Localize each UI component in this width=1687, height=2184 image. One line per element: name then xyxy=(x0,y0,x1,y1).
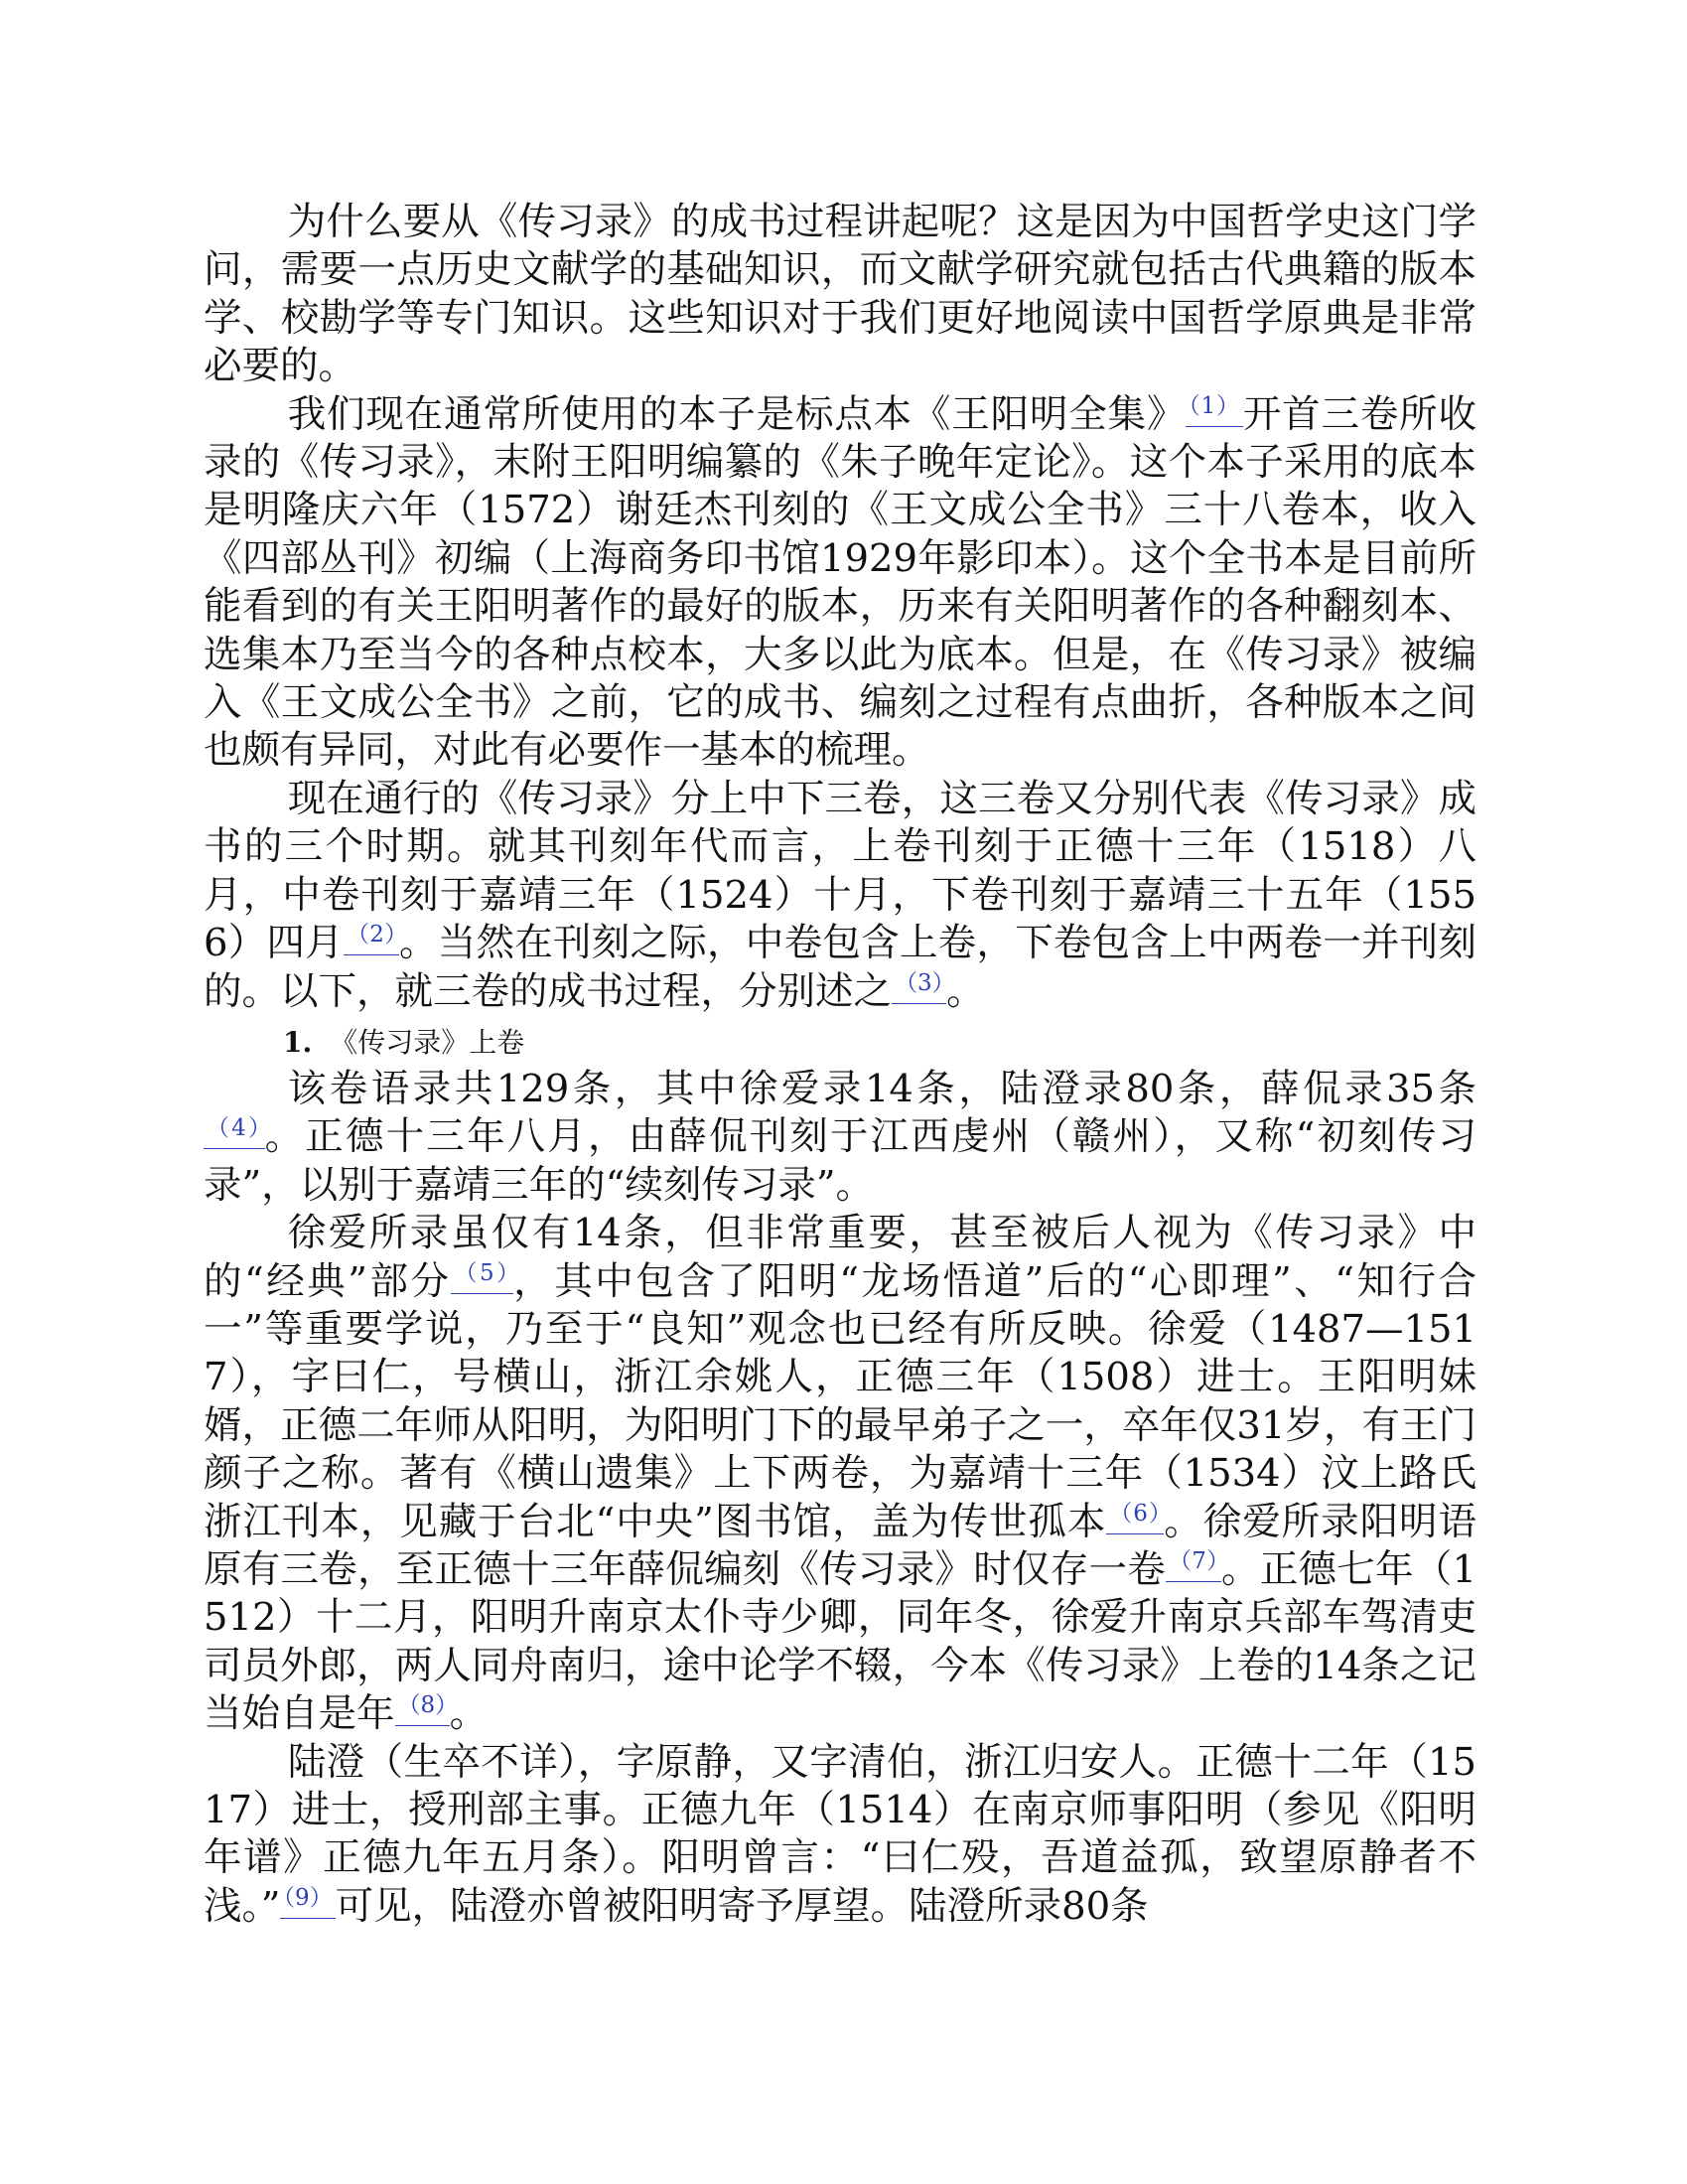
footnote-link-1[interactable]: （1） xyxy=(1186,393,1243,419)
text-run: 我们现在通常所使用的本子是标点本《王阳明全集》 xyxy=(287,391,1187,437)
footnote-link-6[interactable]: （6） xyxy=(1106,1501,1164,1527)
paragraph-volume-one xyxy=(204,1066,1476,1210)
text-run: 为什么要从《传习录》的成书过程讲起呢？这是因为中国哲学史这门学问，需要一点历史文献学的基础知识，而文献学研究就包括古代典籍的版本学、校勘学等专门知识。这些知识对于我们更好地阅读中国哲学原典是非常必要的。 xyxy=(204,200,1476,389)
paragraph-lu-cheng xyxy=(204,1739,1476,1932)
footnote-link-4[interactable]: （4） xyxy=(204,1115,265,1141)
section-number: 1. xyxy=(283,1025,313,1059)
text-run: 。正德十三年八月，由薛侃刊刻于江西虔州（赣州），又称“初刻传习录”，以别于嘉靖三年的“续刻传习录”。 xyxy=(204,1114,1477,1208)
paragraph-xu-ai xyxy=(204,1210,1476,1738)
footnote-link-7[interactable]: （7） xyxy=(1166,1548,1221,1574)
footnote-link-9[interactable]: （9） xyxy=(280,1885,335,1911)
text-run: 。 xyxy=(449,1691,489,1737)
section-heading xyxy=(204,1026,1476,1060)
text-run: 可见，陆澄亦曾被阳明寄予厚望。陆澄所录80条 xyxy=(335,1883,1149,1929)
section-title: 《传习录》上卷 xyxy=(330,1025,525,1059)
paragraph-edition xyxy=(204,391,1476,776)
text-run: 。徐爱所录阳明语原有三卷，至正德十三年薛侃编刻《传习录》时仅存一卷 xyxy=(204,1499,1476,1592)
text-run: 现在通行的《传习录》分上中下三卷，这三卷又分别代表《传习录》成书的三个时期。就其刊刻年代而言，上卷刊刻于正德十三年（1518）八月，中卷刊刻于嘉靖三年（1524）十月，下卷刊刻于嘉靖三十五年（1556）四月 xyxy=(204,776,1476,966)
text-run: 陆澄（生卒不详），字原静，又字清伯，浙江归安人。正德十二年（1517）进士，授刑部主事。正德九年（1514）在南京师事阳明（参见《阳明年谱》正德九年五月条）。阳明曾言：“曰仁殁，吾道益孤，致望原静者不浅。” xyxy=(204,1739,1476,1929)
text-run: ，其中包含了阳明“龙场悟道”后的“心即理”、“知行合一”等重要学说，乃至于“良知”观念也已经有所反映。徐爱（1487—1517），字曰仁，号横山，浙江余姚人，正德三年（1508）进士。王阳明妹婿，正德二年师从阳明，为阳明门下的最早弟子之一，卒年仅31岁，有王门颜子之称。著有《横山遗集》上下两卷，为嘉靖十三年（1534）汶上路氏浙江刊本，见藏于台北“中央”图书馆，盖为传世孤本 xyxy=(204,1258,1476,1544)
footnote-link-3[interactable]: （3） xyxy=(892,970,946,996)
footnote-link-5[interactable]: （5） xyxy=(451,1260,513,1286)
text-run: 该卷语录共129条，其中徐爱录14条，陆澄录80条，薛侃录35条 xyxy=(287,1066,1476,1111)
text-run: 。当然在刊刻之际，中卷包含上卷，下卷包含上中两卷一并刊刻的。以下，就三卷的成书过程，分别述之 xyxy=(204,921,1476,1014)
paragraph-intro xyxy=(204,199,1476,391)
paragraph-three-volumes xyxy=(204,776,1476,1016)
text-run: 。 xyxy=(946,968,985,1014)
text-run: 。正德七年（1512）十二月，阳明升南京太仆寺少卿，同年冬，徐爱升南京兵部车驾清吏司员外郎，两人同舟南归，途中论学不辍，今本《传习录》上卷的14条之记当始自是年 xyxy=(204,1546,1476,1737)
text-run: 徐爱所录虽仅有14条，但非常重要，甚至被后人视为《传习录》中的“经典”部分 xyxy=(204,1211,1476,1304)
text-run: 开首三卷所收录的《传习录》，末附王阳明编纂的《朱子晚年定论》。这个本子采用的底本是明隆庆六年（1572）谢廷杰刊刻的《王文成公全书》三十八卷本，收入《四部丛刊》初编（上海商务印书馆1929年影印本）。这个全书本是目前所能看到的有关王阳明著作的最好的版本，历来有关阳明著作的各种翻刻本、选集本乃至当今的各种点校本，大多以此为底本。但是，在《传习录》被编入《王文成公全书》之前，它的成书、编刻之过程有点曲折，各种版本之间也颇有异同，对此有必要作一基本的梳理。 xyxy=(204,391,1476,774)
footnote-link-8[interactable]: （8） xyxy=(395,1692,450,1718)
document-page xyxy=(204,199,1476,1931)
footnote-link-2[interactable]: （2） xyxy=(344,922,399,947)
